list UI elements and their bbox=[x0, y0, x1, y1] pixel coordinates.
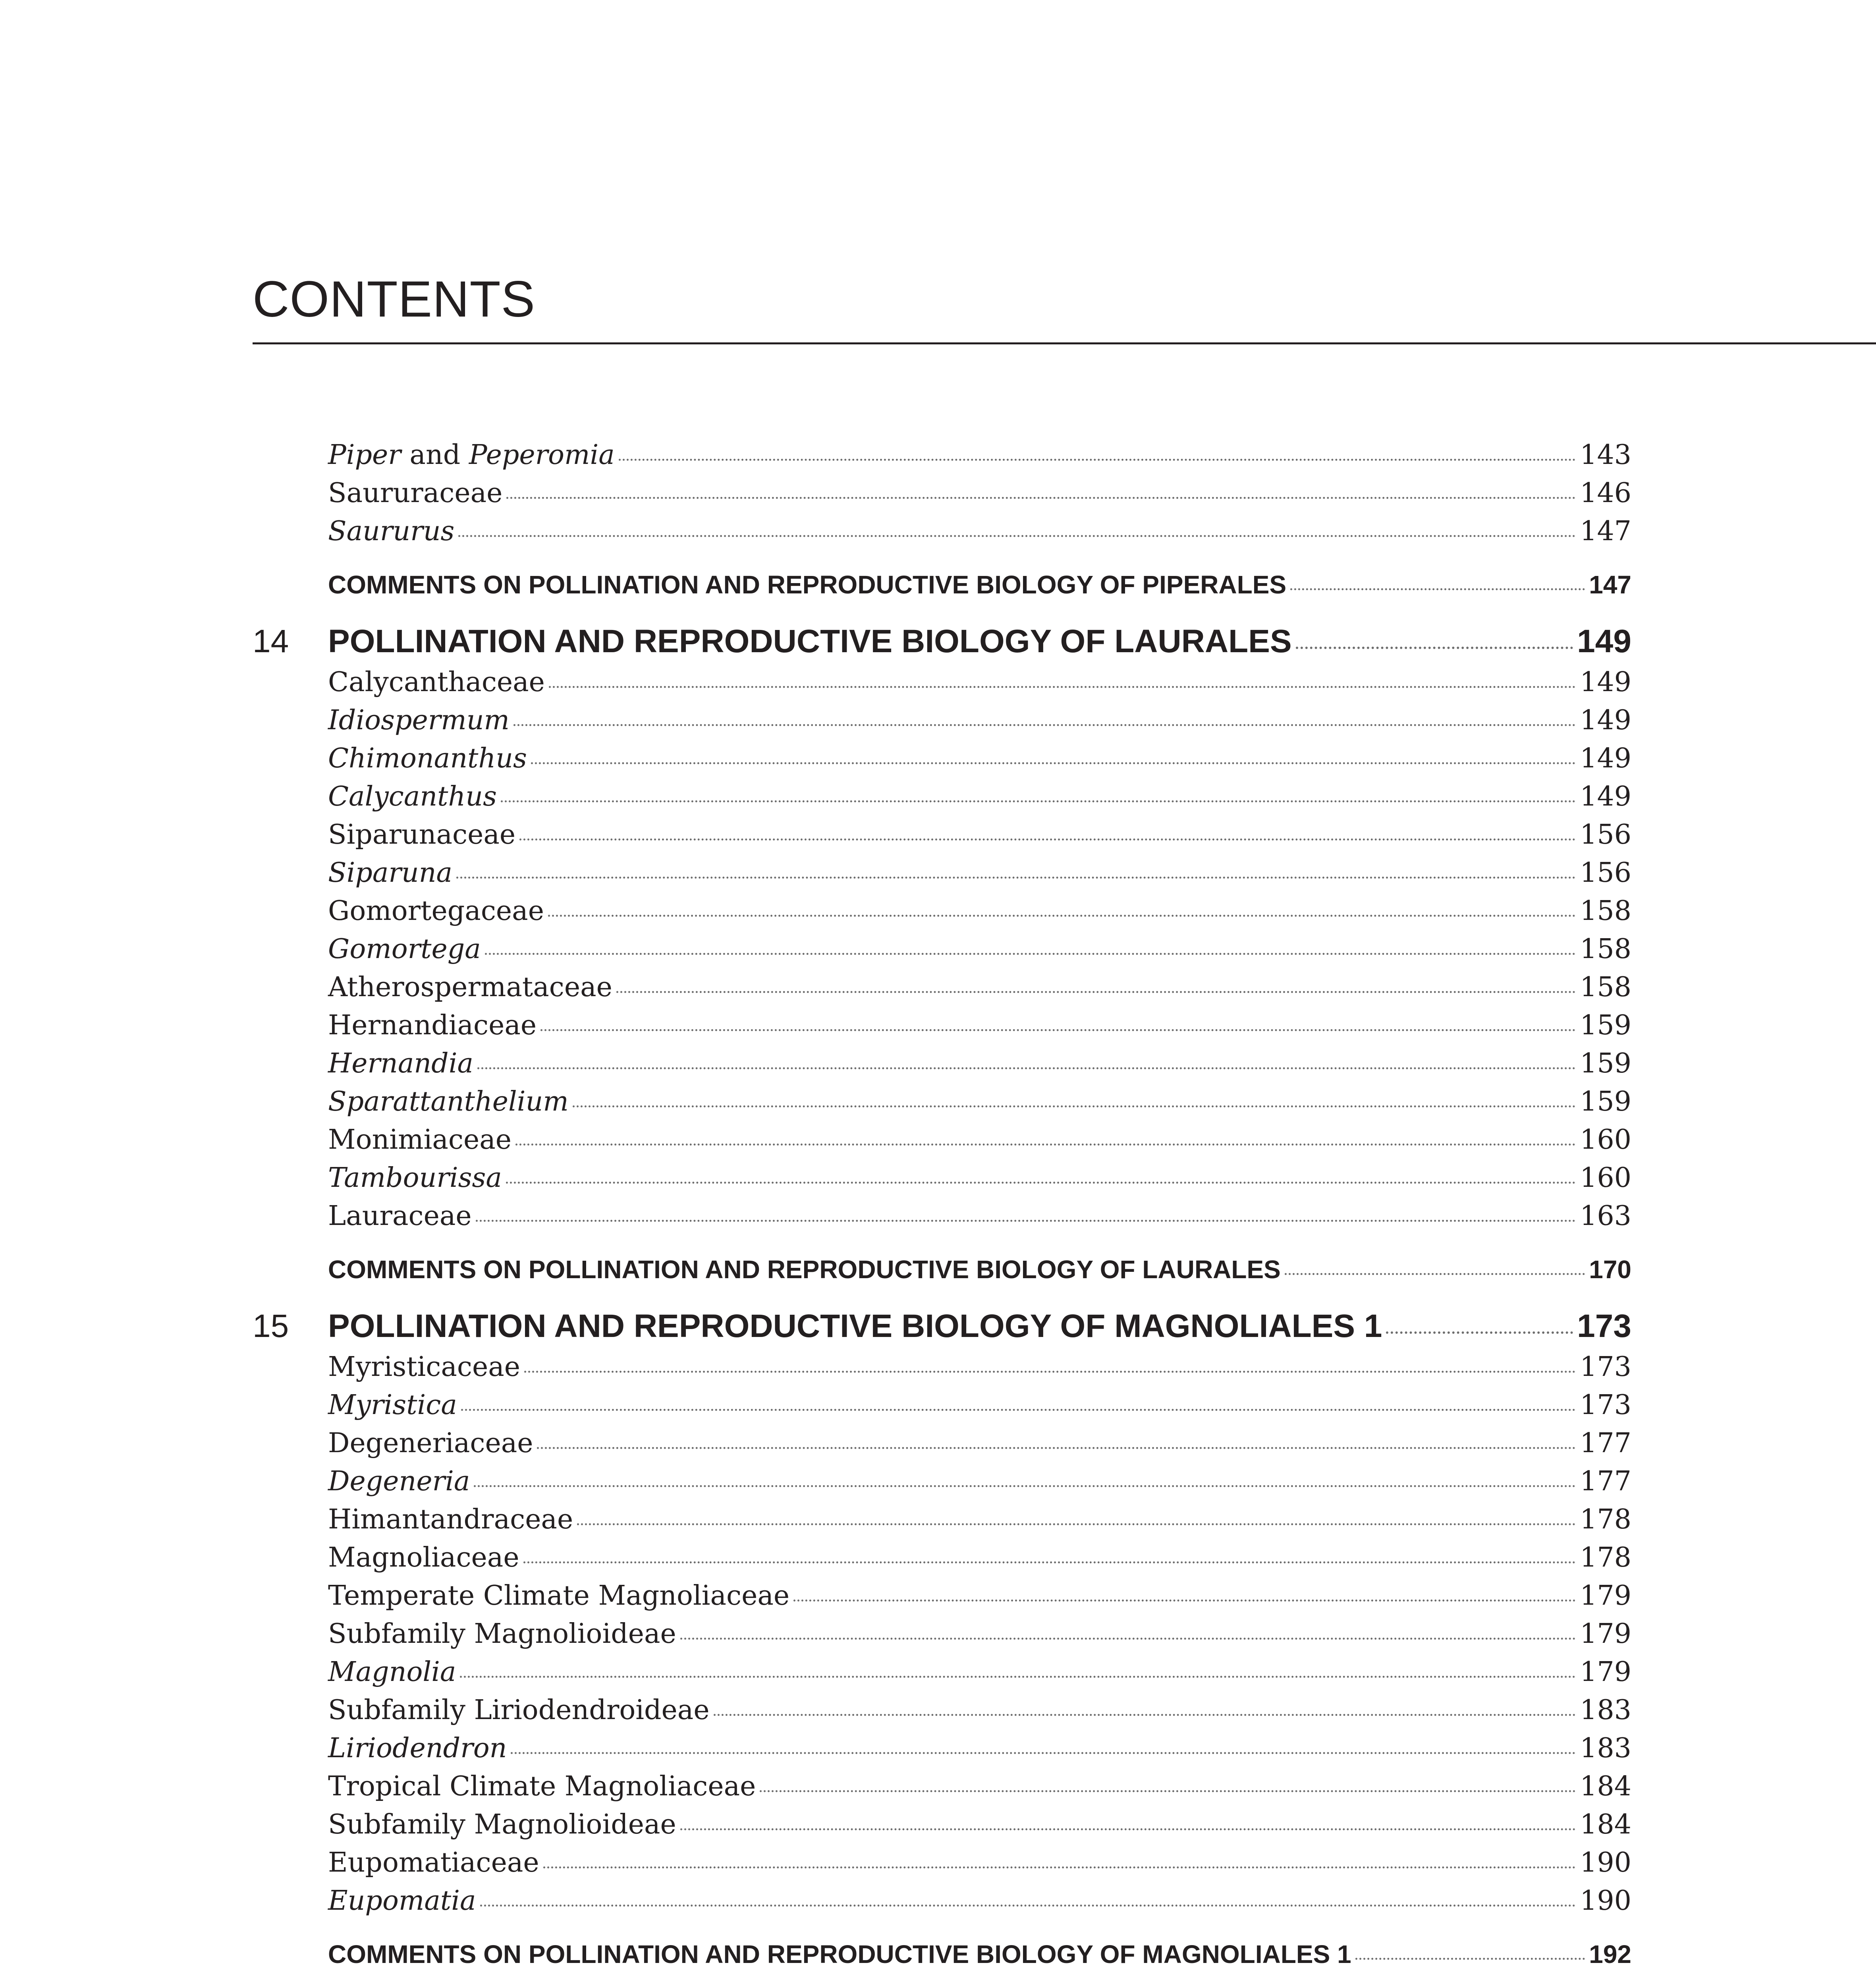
dot-leader bbox=[540, 1029, 1576, 1031]
entry-title: Chimonanthus bbox=[328, 743, 527, 774]
toc-entry[interactable] bbox=[253, 1844, 1631, 1882]
toc-entry[interactable] bbox=[253, 968, 1631, 1007]
toc-entry[interactable] bbox=[253, 740, 1631, 778]
heading-divider bbox=[253, 342, 1876, 344]
toc-entry[interactable] bbox=[253, 1615, 1631, 1653]
toc-comments-entry[interactable] bbox=[253, 566, 1631, 604]
entry-title: Degeneria bbox=[328, 1466, 470, 1497]
toc-entry[interactable] bbox=[253, 1577, 1631, 1615]
entry-page-number: 158 bbox=[1580, 972, 1631, 1003]
toc-entry[interactable] bbox=[253, 1348, 1631, 1386]
dot-leader bbox=[1285, 1273, 1585, 1275]
entry-title: Tambourissa bbox=[328, 1162, 502, 1194]
dot-leader bbox=[680, 1828, 1576, 1830]
entry-title: Himantandraceae bbox=[328, 1504, 573, 1535]
dot-leader bbox=[474, 1485, 1576, 1487]
toc-entry[interactable] bbox=[253, 512, 1631, 551]
toc-entry[interactable] bbox=[253, 1424, 1631, 1462]
entry-page-number: 160 bbox=[1580, 1162, 1631, 1194]
toc-chapter-entry[interactable] bbox=[253, 620, 1631, 663]
entry-page-number: 149 bbox=[1580, 743, 1631, 774]
entry-title: Myristica bbox=[328, 1389, 457, 1421]
dot-leader bbox=[531, 762, 1576, 764]
entry-page-number: 147 bbox=[1580, 516, 1631, 547]
entry-title: Liriodendron bbox=[328, 1733, 507, 1764]
entry-page-number: 160 bbox=[1580, 1124, 1631, 1155]
dot-leader bbox=[477, 1067, 1576, 1069]
dot-leader bbox=[548, 915, 1576, 917]
entry-title: Eupomatiaceae bbox=[328, 1847, 539, 1878]
entry-page-number: 149 bbox=[1580, 667, 1631, 698]
toc-entry[interactable] bbox=[253, 701, 1631, 740]
toc-entry[interactable] bbox=[253, 1159, 1631, 1197]
toc-entry[interactable] bbox=[253, 930, 1631, 968]
dot-leader bbox=[616, 991, 1576, 993]
toc-entry[interactable] bbox=[253, 1501, 1631, 1539]
entry-page-number: 184 bbox=[1580, 1771, 1631, 1802]
entry-title: Idiospermum bbox=[328, 705, 510, 736]
dot-leader bbox=[519, 838, 1576, 840]
entry-page-number: 184 bbox=[1580, 1809, 1631, 1840]
entry-page-number: 158 bbox=[1580, 933, 1631, 965]
entry-title: Subfamily Magnolioideae bbox=[328, 1809, 676, 1840]
entry-title: POLLINATION AND REPRODUCTIVE BIOLOGY OF MAGNOLIALES 1 bbox=[328, 1308, 1382, 1344]
entry-page-number: 156 bbox=[1580, 857, 1631, 889]
toc-entry[interactable] bbox=[253, 778, 1631, 816]
entry-title: Tropical Climate Magnoliaceae bbox=[328, 1771, 756, 1802]
entry-title bbox=[328, 436, 615, 474]
entry-page-number: 149 bbox=[1577, 623, 1631, 659]
dot-leader bbox=[1290, 588, 1585, 590]
entry-title: Saururaceae bbox=[328, 477, 503, 509]
dot-leader bbox=[506, 497, 1576, 499]
entry-title-part: Piper bbox=[328, 439, 401, 471]
dot-leader bbox=[513, 724, 1576, 726]
entry-title: Saururus bbox=[328, 516, 455, 547]
entry-page-number: 177 bbox=[1580, 1466, 1631, 1497]
toc-entry[interactable] bbox=[253, 1386, 1631, 1424]
dot-leader bbox=[460, 1676, 1576, 1678]
entry-title-part: and bbox=[401, 439, 469, 471]
entry-title: Gomortegaceae bbox=[328, 895, 544, 927]
entry-title: Myristicaceae bbox=[328, 1351, 521, 1383]
dot-leader bbox=[549, 686, 1576, 688]
entry-page-number: 173 bbox=[1577, 1308, 1631, 1344]
toc-entry[interactable] bbox=[253, 474, 1631, 512]
entry-title: Calycanthaceae bbox=[328, 667, 545, 698]
toc-entry[interactable] bbox=[253, 816, 1631, 854]
entry-page-number: 147 bbox=[1589, 570, 1631, 599]
dot-leader bbox=[1355, 1958, 1585, 1960]
entry-title: Sparattanthelium bbox=[328, 1086, 569, 1117]
toc-entry[interactable] bbox=[253, 1083, 1631, 1121]
toc-entry[interactable] bbox=[253, 663, 1631, 701]
toc-entry[interactable] bbox=[253, 892, 1631, 930]
dot-leader bbox=[680, 1638, 1576, 1640]
entry-title: Siparunaceae bbox=[328, 819, 516, 850]
dot-leader bbox=[515, 1144, 1576, 1146]
entry-title: Degeneriaceae bbox=[328, 1428, 533, 1459]
dot-leader bbox=[577, 1523, 1576, 1525]
toc-entry[interactable] bbox=[253, 1539, 1631, 1577]
entry-page-number: 173 bbox=[1580, 1389, 1631, 1421]
entry-page-number: 177 bbox=[1580, 1428, 1631, 1459]
dot-leader bbox=[456, 877, 1576, 879]
toc-entry[interactable] bbox=[253, 1882, 1631, 1920]
dot-leader bbox=[511, 1752, 1576, 1754]
entry-page-number: 190 bbox=[1580, 1885, 1631, 1916]
toc-comments-entry[interactable] bbox=[253, 1935, 1631, 1973]
toc-entry[interactable] bbox=[253, 436, 1631, 474]
entry-title: Gomortega bbox=[328, 933, 481, 965]
toc-entry[interactable] bbox=[253, 1121, 1631, 1159]
entry-page-number: 159 bbox=[1580, 1086, 1631, 1117]
toc-chapter-entry[interactable] bbox=[253, 1304, 1631, 1348]
toc-entry[interactable] bbox=[253, 1806, 1631, 1844]
dot-leader bbox=[485, 953, 1576, 955]
dot-leader bbox=[476, 1220, 1576, 1222]
dot-leader bbox=[714, 1714, 1576, 1716]
entry-title: Atherospermataceae bbox=[328, 972, 612, 1003]
dot-leader bbox=[1296, 647, 1573, 649]
entry-page-number: 149 bbox=[1580, 781, 1631, 812]
entry-page-number: 163 bbox=[1580, 1200, 1631, 1232]
entry-title: Subfamily Liriodendroideae bbox=[328, 1694, 710, 1726]
dot-leader bbox=[573, 1105, 1576, 1107]
entry-title: Temperate Climate Magnoliaceae bbox=[328, 1580, 790, 1611]
entry-title-part: Peperomia bbox=[469, 439, 615, 471]
dot-leader bbox=[524, 1371, 1576, 1373]
entry-title: COMMENTS ON POLLINATION AND REPRODUCTIVE BIOLOGY OF PIPERALES bbox=[328, 570, 1287, 599]
dot-leader bbox=[537, 1447, 1576, 1449]
dot-leader bbox=[501, 800, 1576, 802]
entry-page-number: 179 bbox=[1580, 1580, 1631, 1611]
entry-title: Monimiaceae bbox=[328, 1124, 511, 1155]
entry-title: Subfamily Magnolioideae bbox=[328, 1618, 676, 1650]
entry-title: COMMENTS ON POLLINATION AND REPRODUCTIVE BIOLOGY OF LAURALES bbox=[328, 1255, 1281, 1284]
toc-entry[interactable] bbox=[253, 1462, 1631, 1501]
dot-leader bbox=[506, 1182, 1576, 1184]
entry-page-number: 170 bbox=[1589, 1255, 1631, 1284]
entry-page-number: 183 bbox=[1580, 1733, 1631, 1764]
entry-page-number: 190 bbox=[1580, 1847, 1631, 1878]
entry-page-number: 178 bbox=[1580, 1542, 1631, 1573]
entry-title: Magnolia bbox=[328, 1656, 456, 1688]
entry-page-number: 183 bbox=[1580, 1694, 1631, 1726]
page-title: CONTENTS bbox=[253, 271, 535, 328]
entry-title: Hernandia bbox=[328, 1048, 473, 1079]
entry-page-number: 143 bbox=[1580, 439, 1631, 471]
toc-entry[interactable] bbox=[253, 1729, 1631, 1768]
chapter-number: 14 bbox=[253, 623, 289, 659]
entry-page-number: 178 bbox=[1580, 1504, 1631, 1535]
entry-page-number: 146 bbox=[1580, 477, 1631, 509]
toc-entry[interactable] bbox=[253, 1691, 1631, 1729]
toc-entry[interactable] bbox=[253, 1007, 1631, 1045]
dot-leader bbox=[543, 1866, 1576, 1868]
entry-title: Hernandiaceae bbox=[328, 1010, 537, 1041]
entry-title: Lauraceae bbox=[328, 1200, 472, 1232]
dot-leader bbox=[523, 1561, 1576, 1563]
dot-leader bbox=[461, 1409, 1576, 1411]
entry-page-number: 159 bbox=[1580, 1048, 1631, 1079]
entry-page-number: 179 bbox=[1580, 1618, 1631, 1650]
entry-page-number: 158 bbox=[1580, 895, 1631, 927]
entry-page-number: 149 bbox=[1580, 705, 1631, 736]
toc-comments-entry[interactable] bbox=[253, 1250, 1631, 1289]
entry-title: Calycanthus bbox=[328, 781, 497, 812]
entry-title: Eupomatia bbox=[328, 1885, 476, 1916]
toc-entry[interactable] bbox=[253, 1197, 1631, 1235]
entry-page-number: 156 bbox=[1580, 819, 1631, 850]
entry-title: Siparuna bbox=[328, 857, 453, 889]
toc-entry[interactable] bbox=[253, 1768, 1631, 1806]
dot-leader bbox=[619, 459, 1576, 461]
chapter-number: 15 bbox=[253, 1308, 289, 1344]
toc-entry[interactable] bbox=[253, 1045, 1631, 1083]
toc-entry[interactable] bbox=[253, 1653, 1631, 1691]
dot-leader bbox=[760, 1790, 1576, 1792]
entry-page-number: 192 bbox=[1589, 1940, 1631, 1969]
dot-leader bbox=[793, 1600, 1576, 1602]
entry-title: Magnoliaceae bbox=[328, 1542, 519, 1573]
entry-page-number: 159 bbox=[1580, 1010, 1631, 1041]
dot-leader bbox=[458, 535, 1576, 537]
toc-entry[interactable] bbox=[253, 854, 1631, 892]
entry-title: POLLINATION AND REPRODUCTIVE BIOLOGY OF LAURALES bbox=[328, 623, 1292, 659]
table-of-contents bbox=[253, 436, 1631, 1986]
entry-page-number: 173 bbox=[1580, 1351, 1631, 1383]
entry-title: COMMENTS ON POLLINATION AND REPRODUCTIVE BIOLOGY OF MAGNOLIALES 1 bbox=[328, 1940, 1351, 1969]
dot-leader bbox=[1386, 1331, 1573, 1334]
dot-leader bbox=[480, 1905, 1576, 1907]
entry-page-number: 179 bbox=[1580, 1656, 1631, 1688]
